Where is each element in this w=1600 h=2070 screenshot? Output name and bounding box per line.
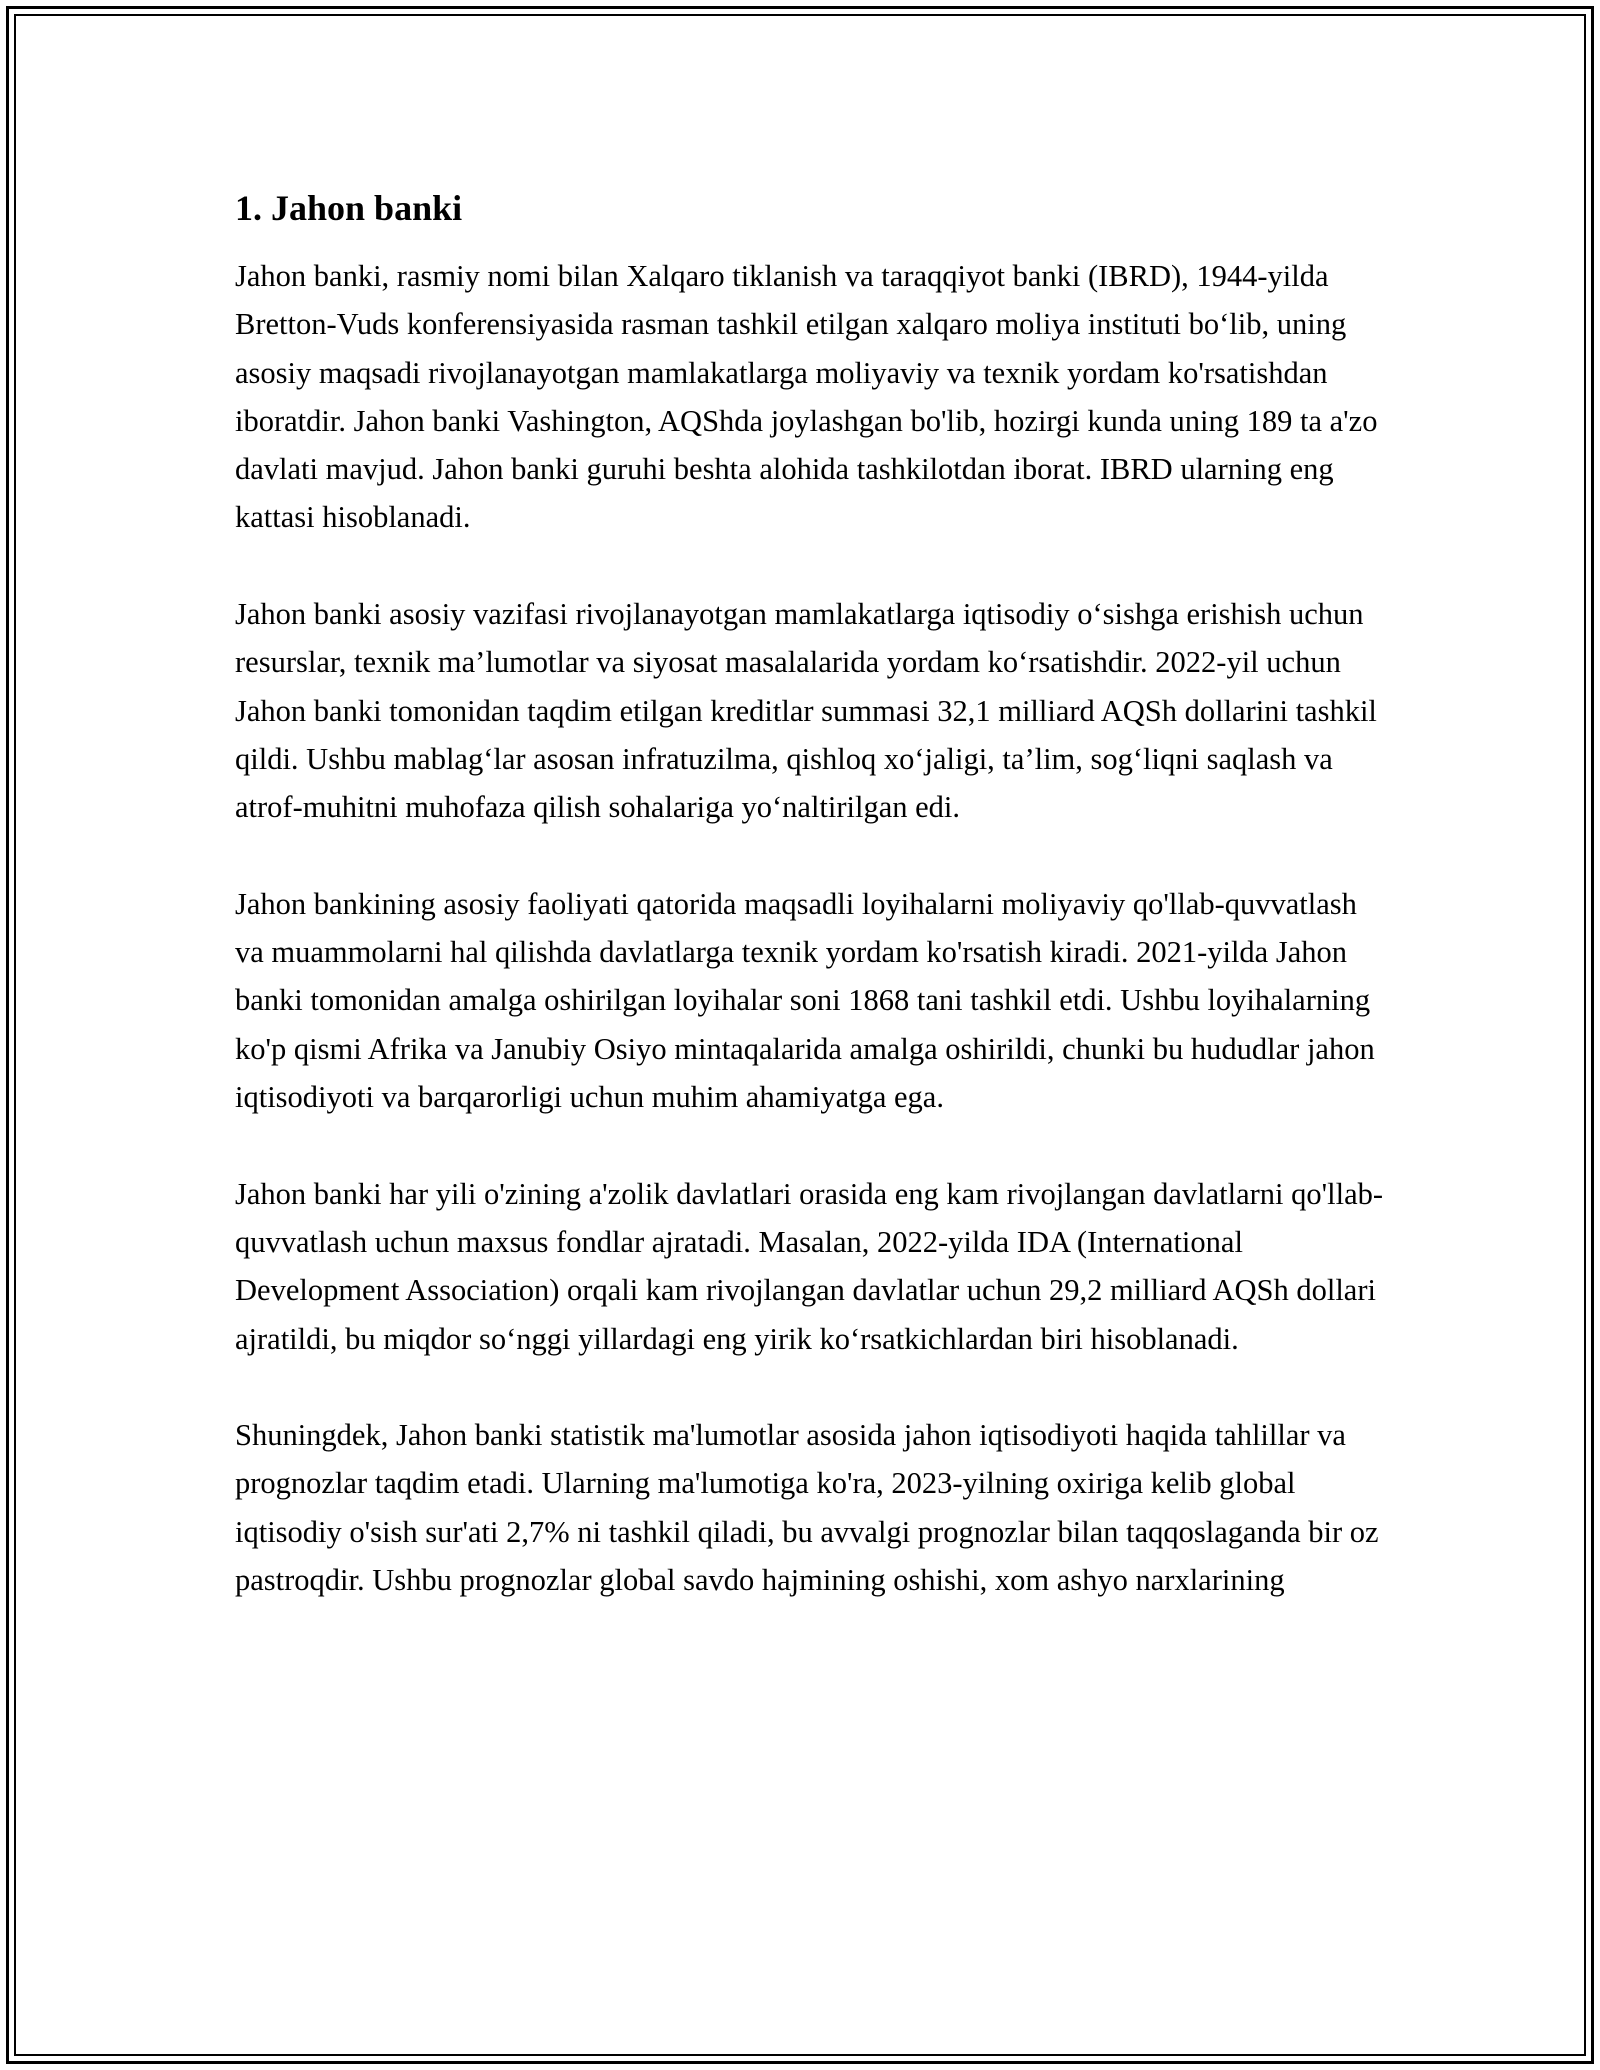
paragraph-4: Jahon banki har yili o'zining a'zolik davlatlari orasida eng kam rivojlangan davlatlarni qo'llab-quvvatlash uchun maxsus fondlar ajratadi. Masalan, 2022-yilda IDA (International Development Association) orqali kam rivojlangan davlatlar uchun 29,2 milliard AQSh dollari ajratildi, bu miqdor so‘nggi yillardagi eng yirik ko‘rsatkichlardan biri hisoblanadi. <box>235 1176 1384 1356</box>
paragraph-1: Jahon banki, rasmiy nomi bilan Xalqaro tiklanish va taraqqiyot banki (IBRD), 1944-yilda Bretton-Vuds konferensiyasida rasman tashkil etilgan xalqaro moliya instituti bo‘lib, uning asosiy maqsadi rivojlanayotgan mamlakatlarga moliyaviy va texnik yordam ko'rsatishdan iboratdir. Jahon banki Vashington, AQShda joylashgan bo'lib, hozirgi kunda uning 189 ta a'zo davlati mavjud. Jahon banki guruhi beshta alohida tashkilotdan iborat. IBRD ularning eng kattasi hisoblanadi. <box>235 259 1378 535</box>
document-body <box>235 184 1385 1653</box>
paragraph-5: Shuningdek, Jahon banki statistik ma'lumotlar asosida jahon iqtisodiyoti haqida tahlillar va prognozlar taqdim etadi. Ularning ma'lumotiga ko'ra, 2023-yilning oxiriga kelib global iqtisodiy o'sish sur'ati 2,7% ni tashkil qiladi, bu avvalgi prognozlar bilan taqqoslaganda bir oz pastroqdir. Ushbu prognozlar global savdo hajmining oshishi, xom ashyo narxlarining <box>235 1418 1379 1598</box>
section-heading: 1. Jahon banki <box>235 188 463 228</box>
paragraph-3: Jahon bankining asosiy faoliyati qatorida maqsadli loyihalarni moliyaviy qo'llab-quvvatlash va muammolarni hal qilishda davlatlarga texnik yordam ko'rsatish kiradi. 2021-yilda Jahon banki tomonidan amalga oshirilgan loyihalar soni 1868 tani tashkil etdi. Ushbu loyihalarning ko'p qismi Afrika va Janubiy Osiyo mintaqalarida amalga oshirildi, chunki bu hududlar jahon iqtisodiyoti va barqarorligi uchun muhim ahamiyatga ega. <box>235 886 1375 1115</box>
paragraph-2: Jahon banki asosiy vazifasi rivojlanayotgan mamlakatlarga iqtisodiy o‘sishga erishish uchun resurslar, texnik ma’lumotlar va siyosat masalalarida yordam ko‘rsatishdir. 2022-yil uchun Jahon banki tomonidan taqdim etilgan kreditlar summasi 32,1 milliard AQSh dollarini tashkil qildi. Ushbu mablag‘lar asosan infratuzilma, qishloq xo‘jaligi, ta’lim, sog‘liqni saqlash va atrof-muhitni muhofaza qilish sohalariga yo‘naltirilgan edi. <box>235 597 1377 825</box>
